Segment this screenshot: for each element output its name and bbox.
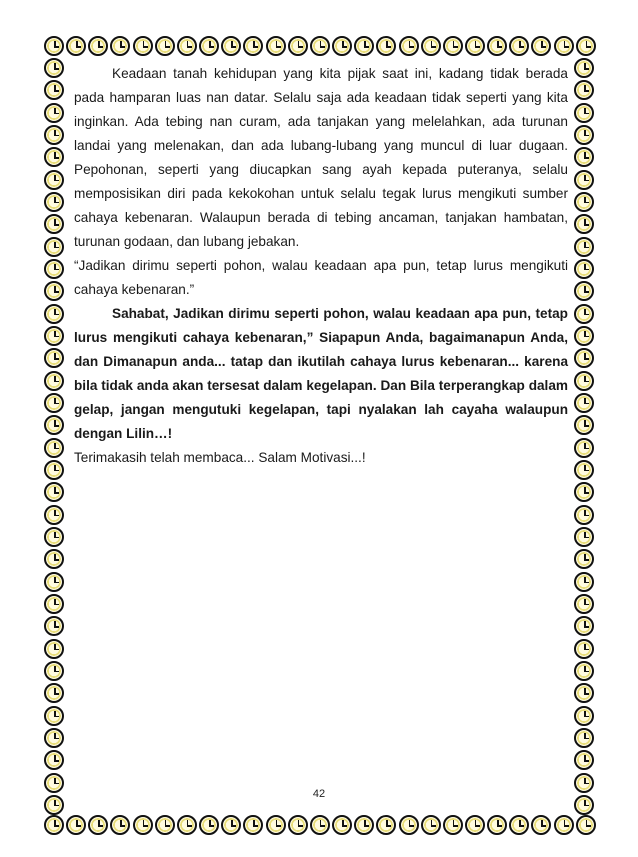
clock-icon bbox=[155, 36, 175, 56]
body-text bbox=[74, 62, 568, 470]
clock-icon bbox=[310, 815, 330, 835]
clock-icon bbox=[44, 393, 64, 413]
clock-icon bbox=[574, 58, 594, 78]
clock-icon bbox=[465, 36, 485, 56]
clock-icon bbox=[574, 683, 594, 703]
clock-icon bbox=[88, 815, 108, 835]
clock-icon bbox=[44, 281, 64, 301]
clock-icon bbox=[199, 36, 219, 56]
clock-icon bbox=[574, 125, 594, 145]
clock-icon bbox=[44, 58, 64, 78]
clock-icon bbox=[574, 393, 594, 413]
clock-icon bbox=[574, 728, 594, 748]
clock-icon bbox=[376, 36, 396, 56]
clock-icon bbox=[44, 706, 64, 726]
clock-icon bbox=[574, 304, 594, 324]
paragraph-4: Terimakasih telah membaca... Salam Motivasi...! bbox=[74, 450, 366, 465]
clock-icon bbox=[44, 103, 64, 123]
clock-icon bbox=[376, 815, 396, 835]
clock-icon bbox=[574, 348, 594, 368]
clock-icon bbox=[88, 36, 108, 56]
clock-icon bbox=[44, 326, 64, 346]
clock-icon bbox=[443, 815, 463, 835]
clock-icon bbox=[354, 36, 374, 56]
clock-icon bbox=[44, 572, 64, 592]
clock-icon bbox=[288, 815, 308, 835]
clock-icon bbox=[266, 36, 286, 56]
clock-icon bbox=[574, 192, 594, 212]
clock-icon bbox=[44, 147, 64, 167]
clock-icon bbox=[44, 237, 64, 257]
clock-icon bbox=[531, 815, 551, 835]
clock-icon bbox=[421, 815, 441, 835]
clock-icon bbox=[44, 192, 64, 212]
clock-icon bbox=[44, 348, 64, 368]
clock-icon bbox=[155, 815, 175, 835]
clock-icon bbox=[574, 594, 594, 614]
border-left bbox=[44, 58, 66, 815]
clock-icon bbox=[110, 36, 130, 56]
clock-icon bbox=[574, 639, 594, 659]
paragraph-1: Keadaan tanah kehidupan yang kita pijak saat ini, kadang tidak berada pada hamparan luas nan datar. Selalu saja ada keadaan tidak seperti yang kita inginkan. Ada tebing nan curam, ada tanjakan yang melelahkan, ada turunan landai yang melenakan, dan ada lubang-lubang yang muncul di luar dugaan. Pepohonan, seperti yang diucapkan sang ayah kepada puteranya, selalu memposisikan diri pada kekokohan untuk selalu tegak lurus mengikuti sumber cahaya kebenaran. Walaupun berada di tebing ancaman, tanjakan hambatan, turunan godaan, dan lubang jebakan. bbox=[74, 66, 568, 249]
clock-icon bbox=[332, 815, 352, 835]
clock-icon bbox=[574, 438, 594, 458]
clock-icon bbox=[574, 750, 594, 770]
clock-icon bbox=[421, 36, 441, 56]
clock-icon bbox=[574, 80, 594, 100]
clock-icon bbox=[332, 36, 352, 56]
clock-icon bbox=[44, 750, 64, 770]
clock-icon bbox=[44, 594, 64, 614]
clock-icon bbox=[576, 36, 596, 56]
clock-icon bbox=[44, 438, 64, 458]
clock-icon bbox=[44, 304, 64, 324]
paragraph-3: Sahabat, Jadikan dirimu seperti pohon, walau keadaan apa pun, tetap lurus mengikuti cahaya kebenaran,” Siapapun Anda, bagaimanapun Anda, dan Dimanapun anda... tatap dan ikutilah cahaya lurus kebenaran... karena bila tidak anda akan tersesat dalam kegelapan. Dan Bila terperangkap dalam gelap, jangan mengutuki kegelapan, tapi nyalakan lah cayaha walaupun dengan Lilin…! bbox=[74, 306, 568, 441]
clock-icon bbox=[574, 706, 594, 726]
clock-icon bbox=[221, 815, 241, 835]
clock-icon bbox=[288, 36, 308, 56]
clock-icon bbox=[44, 415, 64, 435]
clock-icon bbox=[574, 549, 594, 569]
clock-icon bbox=[574, 147, 594, 167]
clock-icon bbox=[399, 36, 419, 56]
clock-icon bbox=[354, 815, 374, 835]
clock-icon bbox=[574, 214, 594, 234]
clock-icon bbox=[465, 815, 485, 835]
clock-icon bbox=[133, 815, 153, 835]
clock-icon bbox=[44, 505, 64, 525]
clock-icon bbox=[574, 170, 594, 190]
clock-icon bbox=[66, 36, 86, 56]
clock-icon bbox=[574, 415, 594, 435]
border-right bbox=[574, 58, 596, 815]
clock-icon bbox=[44, 728, 64, 748]
clock-icon bbox=[44, 460, 64, 480]
clock-icon bbox=[66, 815, 86, 835]
clock-icon bbox=[554, 36, 574, 56]
clock-icon bbox=[44, 371, 64, 391]
clock-icon bbox=[177, 815, 197, 835]
clock-icon bbox=[110, 815, 130, 835]
clock-icon bbox=[44, 80, 64, 100]
clock-icon bbox=[44, 639, 64, 659]
clock-icon bbox=[44, 549, 64, 569]
clock-icon bbox=[574, 661, 594, 681]
clock-icon bbox=[199, 815, 219, 835]
clock-icon bbox=[44, 815, 64, 835]
clock-icon bbox=[44, 125, 64, 145]
clock-icon bbox=[574, 460, 594, 480]
border-top bbox=[44, 36, 596, 58]
clock-icon bbox=[574, 505, 594, 525]
clock-icon bbox=[574, 616, 594, 636]
clock-icon bbox=[44, 259, 64, 279]
clock-icon bbox=[574, 326, 594, 346]
clock-icon bbox=[574, 237, 594, 257]
clock-icon bbox=[574, 281, 594, 301]
clock-icon bbox=[531, 36, 551, 56]
clock-icon bbox=[44, 36, 64, 56]
clock-icon bbox=[243, 815, 263, 835]
border-bottom bbox=[44, 815, 596, 837]
clock-icon bbox=[44, 683, 64, 703]
clock-icon bbox=[44, 482, 64, 502]
clock-icon bbox=[576, 815, 596, 835]
clock-icon bbox=[509, 36, 529, 56]
clock-icon bbox=[554, 815, 574, 835]
clock-icon bbox=[574, 259, 594, 279]
clock-icon bbox=[399, 815, 419, 835]
clock-icon bbox=[44, 661, 64, 681]
clock-icon bbox=[133, 36, 153, 56]
clock-icon bbox=[44, 170, 64, 190]
clock-icon bbox=[310, 36, 330, 56]
clock-icon bbox=[574, 482, 594, 502]
clock-icon bbox=[574, 103, 594, 123]
page-number: 42 bbox=[312, 788, 326, 800]
clock-icon bbox=[266, 815, 286, 835]
clock-icon bbox=[44, 616, 64, 636]
clock-icon bbox=[177, 36, 197, 56]
clock-icon bbox=[574, 527, 594, 547]
clock-icon bbox=[443, 36, 463, 56]
clock-icon bbox=[509, 815, 529, 835]
clock-icon bbox=[44, 527, 64, 547]
clock-icon bbox=[574, 572, 594, 592]
clock-icon bbox=[221, 36, 241, 56]
clock-icon bbox=[44, 214, 64, 234]
clock-icon bbox=[574, 371, 594, 391]
clock-icon bbox=[487, 815, 507, 835]
clock-icon bbox=[487, 36, 507, 56]
clock-icon bbox=[243, 36, 263, 56]
paragraph-2: “Jadikan dirimu seperti pohon, walau keadaan apa pun, tetap lurus mengikuti cahaya kebenaran.” bbox=[74, 258, 568, 297]
